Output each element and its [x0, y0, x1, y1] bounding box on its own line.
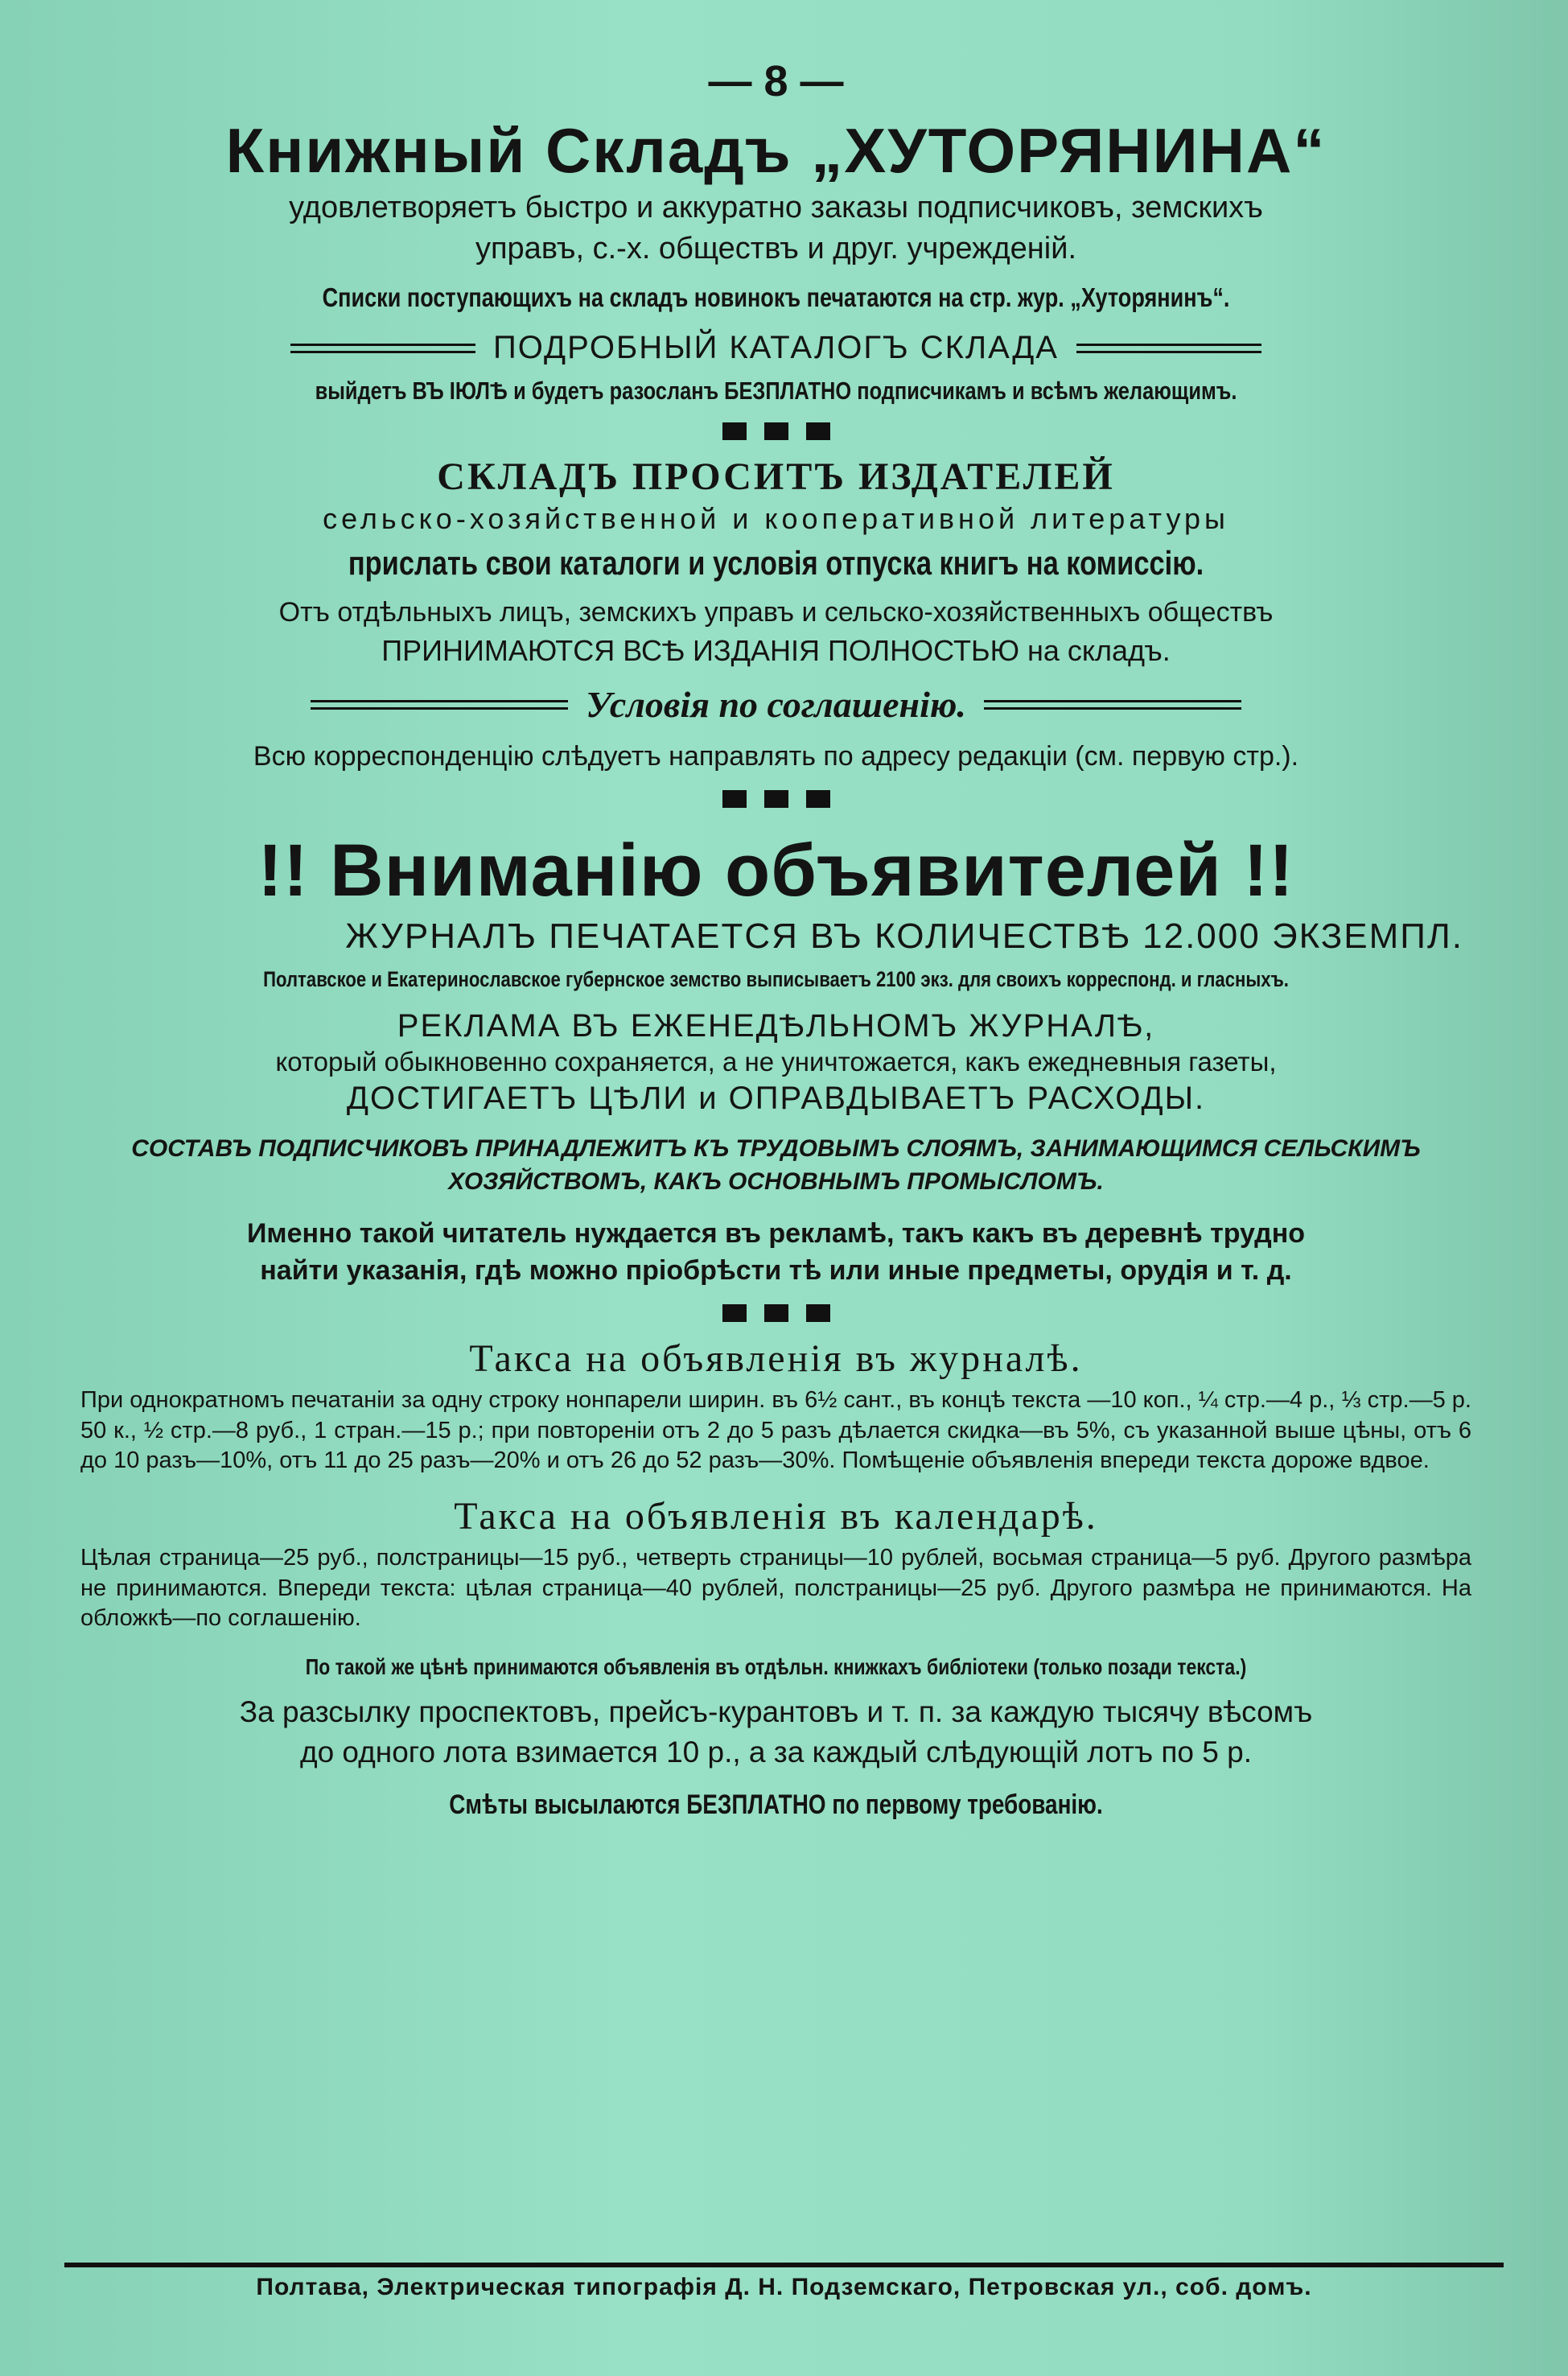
calendar-rates-title: Такса на объявленія въ календарѣ.: [454, 1494, 1098, 1538]
journal-rates-text: При однократномъ печатаніи за одну строку нонпарели ширин. въ 6½ сант., въ концѣ текста —10 коп., ¼ стр.—4 р., ⅓ стр.—5 р. 50 к., ½ стр.—8 руб., 1 стран.—15 р.; при повтореніи отъ 2 до 5 разъ дѣлается скидка—въ 5%, съ указанной выше цѣны, отъ 6 до 10 разъ—10%, отъ 11 до 25 разъ—20% и отъ 26 до 52 разъ—30%. Помѣщеніе объявленія впереди текста дороже вдвое.: [80, 1386, 1471, 1474]
reader-line-1: Именно такой читатель нуждается въ рекламѣ, такъ какъ въ деревнѣ трудно: [246, 1218, 1306, 1250]
correspondence-note: Всю корреспонденцію слѣдуетъ направлять по адресу редакціи (см. первую стр.).: [253, 741, 1299, 772]
double-rule: [311, 700, 568, 710]
separator-squares: [56, 422, 1496, 440]
double-rule: [984, 700, 1241, 710]
subscribers-line-2: ХОЗЯЙСТВОМЪ, КАКЪ ОСНОВНЫМЪ ПРОМЫСЛОМЪ.: [448, 1167, 1104, 1195]
request-ask: прислать свои каталоги и условія отпуска книгъ на комиссію.: [348, 543, 1204, 582]
journal-rates-title: Такса на объявленія въ журналѣ.: [469, 1336, 1083, 1380]
footer-rule: [64, 2263, 1504, 2267]
catalog-text: выйдетъ ВЪ ІЮЛѢ и будетъ разосланъ БЕЗПЛАТНО подписчикамъ и всѣмъ желающимъ.: [315, 377, 1237, 406]
request-title: СКЛАДЪ ПРОСИТЪ ИЗДАТЕЛЕЙ: [437, 455, 1115, 498]
novelties-note: Списки поступающихъ на складъ новинокъ печатаются на стр. жур. „Хуторянинъ“.: [322, 282, 1230, 312]
achieves-line: ДОСТИГАЕТЪ ЦѢЛИ и ОПРАВДЫВАЕТЪ РАСХОДЫ.: [346, 1081, 1206, 1117]
weekly-line: РЕКЛАМА ВЪ ЕЖЕНЕДѢЛЬНОМЪ ЖУРНАЛѢ,: [397, 1008, 1155, 1044]
subscribers-line-1: СОСТАВЪ ПОДПИСЧИКОВЪ ПРИНАДЛЕЖИТЪ КЪ ТРУДОВЫМЪ СЛОЯМЪ, ЗАНИМАЮЩИМСЯ СЕЛЬСКИМЪ: [131, 1135, 1421, 1163]
zemstvo-line: Полтавское и Екатеринославское губернское земство выписываетъ 2100 экз. для своихъ корреспонд. и гласныхъ.: [263, 967, 1289, 992]
mailing-line-2: до одного лота взимается 10 р., а за каждый слѣдующій лотъ по 5 р.: [299, 1735, 1253, 1769]
intro-line-1: удовлетворяетъ быстро и аккуратно заказы подписчиковъ, земскихъ: [289, 191, 1263, 224]
catalog-heading: ПОДРОБНЫЙ КАТАЛОГЪ СКЛАДА: [493, 330, 1059, 366]
terms-row: [56, 683, 1496, 726]
advertisers-title: !! Вниманію объявителей !!: [257, 830, 1294, 912]
reader-line-2: найти указанія, гдѣ можно пріобрѣсти тѣ или иные предметы, орудія и т. д.: [260, 1254, 1292, 1286]
terms-text: Условія по соглашенію.: [586, 684, 966, 726]
double-rule: [1076, 344, 1261, 353]
request-line-1: Отъ отдѣльныхъ лицъ, земскихъ управъ и сельско-хозяйственныхъ обществъ: [278, 596, 1274, 628]
preserved-line: который обыкновенно сохраняется, а не уничтожается, какъ ежедневныя газеты,: [275, 1047, 1277, 1077]
libraries-note: По такой же цѣнѣ принимаются объявленія въ отдѣльн. книжкахъ библіотеки (только позади текста.): [305, 1653, 1247, 1679]
page-number: — 8 —: [708, 57, 844, 105]
printer-imprint: Полтава, Электрическая типографія Д. Н. Подземскаго, Петровская ул., соб. домъ.: [256, 2274, 1312, 2300]
separator-squares: [56, 1304, 1496, 1322]
estimates-note: Смѣты высылаются БЕЗПЛАТНО по первому требованію.: [449, 1789, 1103, 1820]
catalog-heading-row: [56, 330, 1496, 366]
circulation-line: ЖУРНАЛЪ ПЕЧАТАЕТСЯ ВЪ КОЛИЧЕСТВѢ 12.000 ЭКЗЕМПЛ.: [345, 916, 1463, 957]
mailing-line-1: За разсылку проспектовъ, прейсъ-курантовъ и т. п. за каждую тысячу вѣсомъ: [239, 1694, 1313, 1728]
store-title: Книжный Складъ „ХУТОРЯНИНА“: [225, 115, 1327, 186]
request-line-2: ПРИНИМАЮТСЯ ВСѢ ИЗДАНІЯ ПОЛНОСТЬЮ на складъ.: [381, 633, 1171, 667]
double-rule: [290, 344, 475, 353]
separator-squares: [56, 790, 1496, 808]
request-subtitle: сельско-хозяйственной и кооперативной литературы: [323, 501, 1229, 535]
calendar-rates-text: Цѣлая страница—25 руб., полстраницы—15 руб., четверть страницы—10 рублей, восьмая страница—5 руб. Другого размѣра не принимаются. Впереди текста: цѣлая страница—40 рублей, полстраницы—25 руб. Другого размѣра не принимаются. На обложкѣ—по соглашенію.: [80, 1544, 1471, 1632]
intro-line-2: управъ, с.-х. обществъ и друг. учрежденій.: [475, 232, 1077, 266]
